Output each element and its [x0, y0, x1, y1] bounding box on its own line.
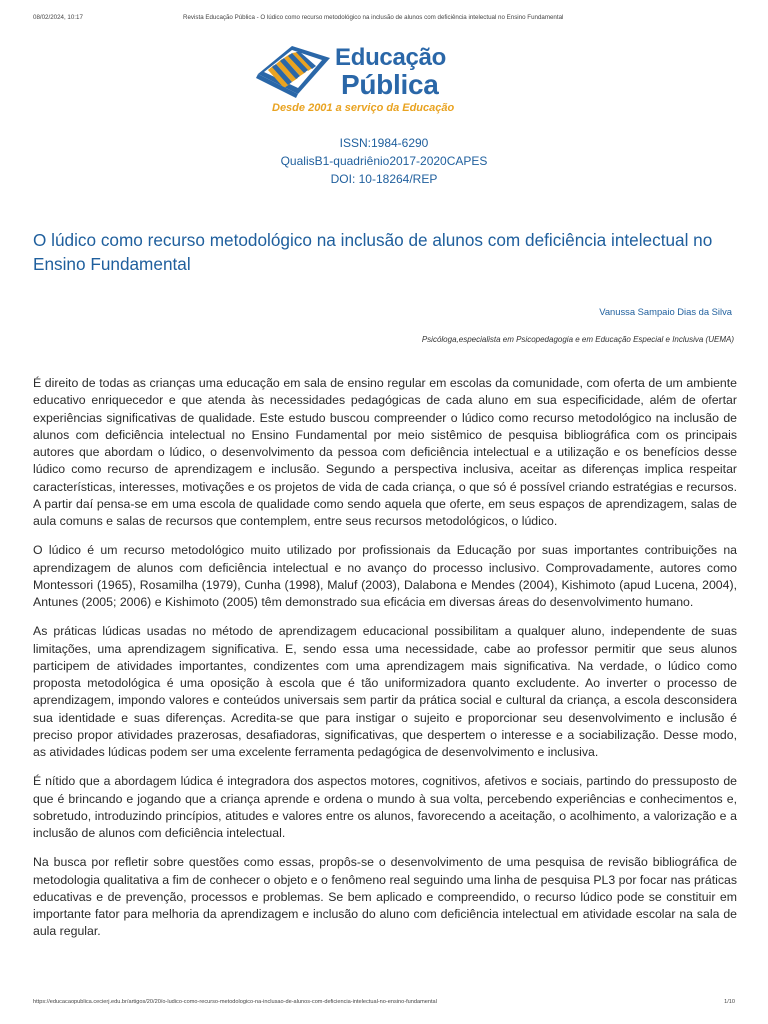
doi: DOI: 10-18264/REP [330, 172, 438, 186]
site-logo[interactable] [252, 40, 482, 118]
author-name: Vanussa Sampaio Dias da Silva [599, 306, 732, 317]
journal-meta [0, 134, 768, 188]
issn: ISSN:1984-6290 [339, 136, 429, 150]
paragraph: Na busca por refletir sobre questões como essas, propôs-se o desenvolvimento de uma pesquisa de revisão bibliográfica de metodologia qualitativa a fim de conhecer o objeto e o fenômeno real seguindo uma linha de pesquisa PL3 por focar nas práticas educativas e de prevenção, processos e problemas. Se bem aplicado e compreendido, o recurso lúdico pode se constituir em importante fator para melhoria da aprendizagem e inclusão do aluno com deficiência intelectual em atividade escolar na sala de aula regular. [33, 855, 737, 939]
print-url: https://educacaopublica.cecierj.edu.br/artigos/20/20/o-ludico-como-recurso-metodologico-na-inclusao-de-alunos-com-deficiencia-intelectual-no-ensino-fundamental [33, 999, 437, 1005]
logo-tagline: Desde 2001 a serviço da Educação [272, 102, 455, 114]
print-doc-title: Revista Educação Pública - O lúdico como recurso metodológico na inclusão de alunos com deficiência intelectual no Ensino Fundamental [183, 14, 564, 21]
qualis: QualisB1-quadriênio2017-2020CAPES [280, 154, 488, 168]
print-date: 08/02/2024, 10:17 [33, 14, 83, 21]
paragraph: O lúdico é um recurso metodológico muito utilizado por profissionais da Educação por suas importantes contribuições na aprendizagem de alunos com deficiência intelectual e no avanço do processo inclusivo. Comprovadamente, autores como Montessori (1965), Rosamilha (1979), Cunha (1998), Maluf (2003), Dalabona e Mendes (2004), Kishimoto (apud Lucena, 2004), Antunes (2005; 2006) e Kishimoto (2005) têm demonstrado sua eficácia em diversas áreas do desenvolvimento humano. [33, 543, 737, 609]
page-number: 1/10 [724, 999, 735, 1005]
article-body [33, 375, 737, 953]
books-logo-icon [252, 40, 336, 100]
paragraph: As práticas lúdicas usadas no método de aprendizagem educacional possibilitam a qualquer aluno, independente de suas limitações, uma aprendizagem significativa. E, sendo essa uma necessidade, cabe ao professor permitir que seus alunos participem de atividades importantes, condizentes com uma aprendizagem mais significativa. Na verdade, o lúdico como proposta metodológica é uma oposição à escola que é tão uniformizadora quanto excludente. Ao inverter o processo de aprendizagem, impondo valores e conteúdos universais sem partir da prática social e cultural da criança, a escola desconsidera sua identidade e suas diferenças. Acredita-se que para instigar o sujeito e proporcionar seu desenvolvimento e inclusão é preciso propor atividades prazerosas, desafiadoras, significativas, que despertem o interesse e a sociabilização. Desse modo, as atividades lúdicas podem ser uma excelente ferramenta pedagógica de desenvolvimento e inclusiva. [33, 624, 737, 759]
logo-name-line1: Educação [335, 44, 446, 71]
print-footer [33, 999, 735, 1005]
paragraph: É direito de todas as crianças uma educação em sala de ensino regular em escolas da comunidade, com oferta de um ambiente educativo enriquecedor e que atenda às necessidades pedagógicas de cada aluno em sua especificidade, além de ofertar experiências significativas de qualidade. Este estudo buscou compreender o lúdico como recurso metodológico na inclusão de alunos com deficiência intelectual no Ensino Fundamental por meio sistêmico de pesquisa bibliográfica com os principais autores que abordam o lúdico, o desenvolvimento da pessoa com deficiência intelectual e a utilização e os benefícios desse lúdico como recurso de aprendizagem e inclusão. Segundo a perspectiva inclusiva, aceitar as diferenças implica respeitar características, interesses, motivações e os projetos de vida de cada criança, o que só é possível criando estratégias e recursos. A partir daí pensa-se em uma escola de qualidade como sendo aquela que oferte, em seus espaços de aprendizagem, salas de aula comuns e salas de recursos que contemplem, entre seus recursos metodológicos, o lúdico. [33, 376, 737, 528]
article-title: O lúdico como recurso metodológico na inclusão de alunos com deficiência intelectual no Ensino Fundamental [33, 230, 713, 274]
paragraph: É nítido que a abordagem lúdica é integradora dos aspectos motores, cognitivos, afetivos e sociais, partindo do pressuposto de que é brincando e jogando que a criança aprende e ordena o mundo à sua volta, percebendo experiências e conhecimentos e, sobretudo, introduzindo princípios, atitudes e valores entre os alunos, favorecendo a aceitação, o acolhimento, a valorização e a inclusão de alunos com deficiência intelectual. [33, 774, 737, 840]
logo-name-line2: Pública [341, 69, 439, 100]
author-affiliation: Psicóloga,especialista em Psicopedagogia e em Educação Especial e Inclusiva (UEMA) [421, 335, 734, 344]
print-header [33, 14, 735, 21]
